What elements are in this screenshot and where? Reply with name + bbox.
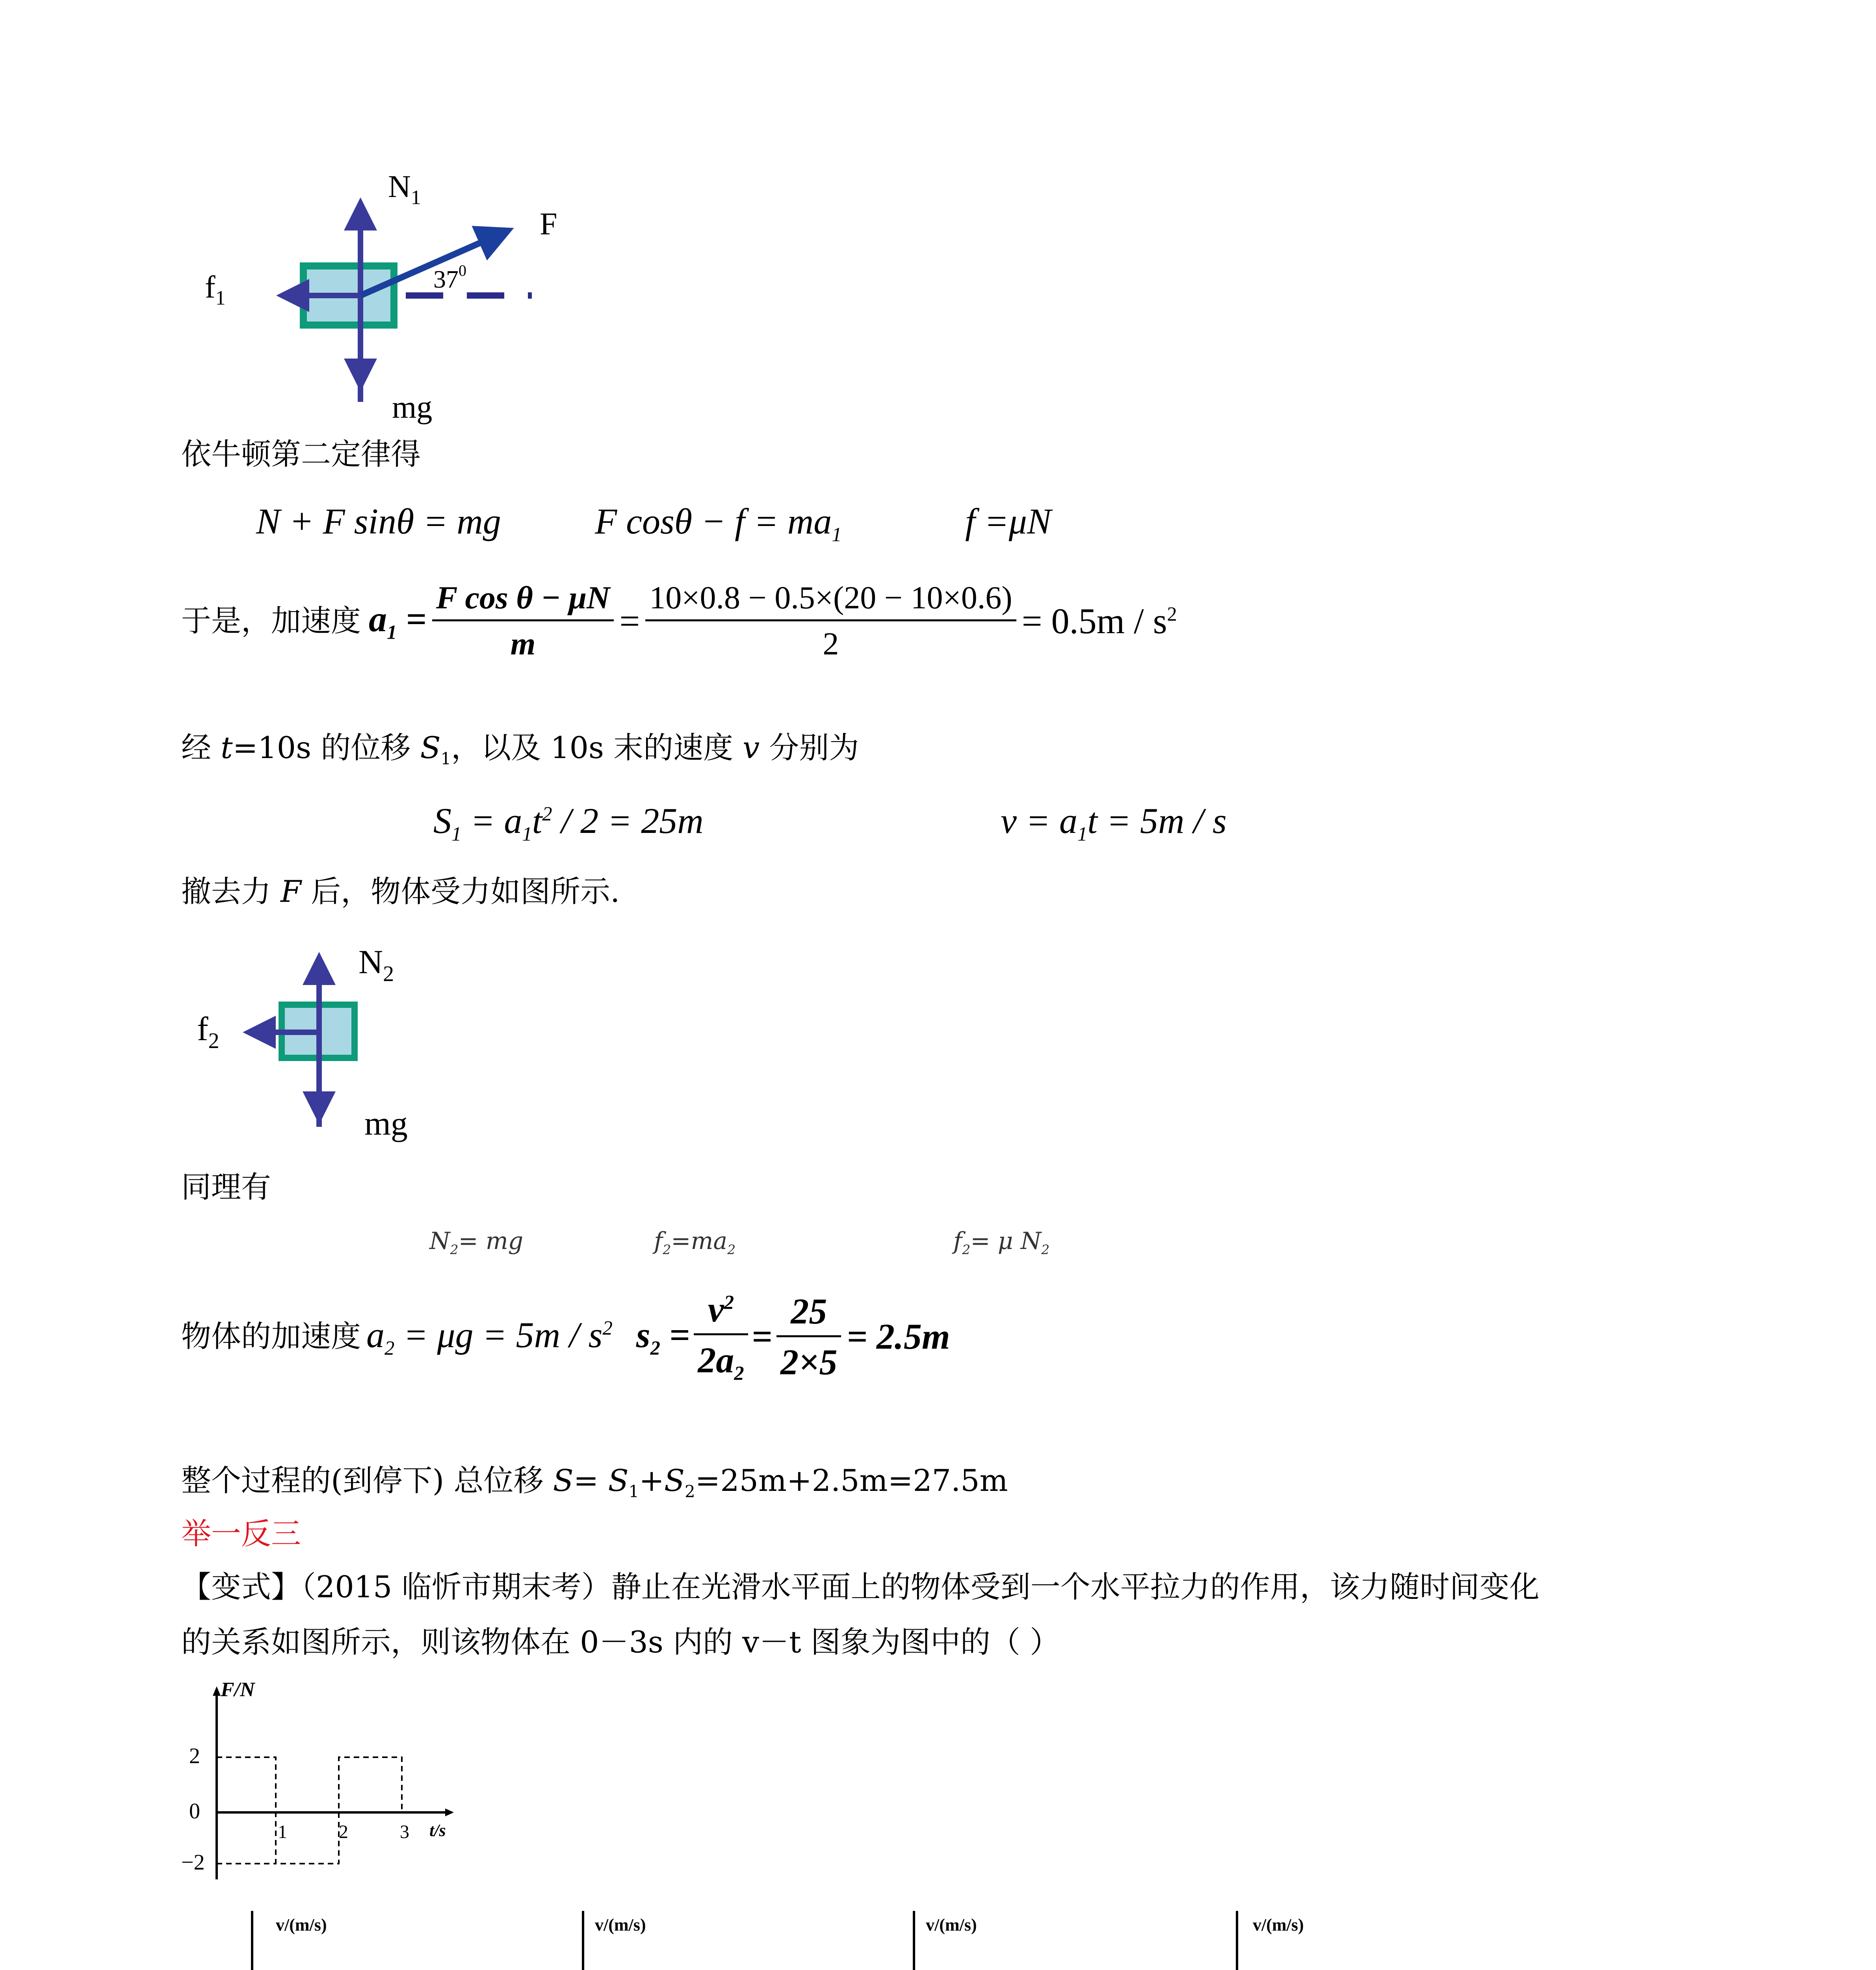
y-axis-label: F/N — [221, 1682, 255, 1701]
force-diagram-2 — [185, 938, 461, 1158]
equation-1b: F $\cos\theta - f = ma_1$ — [595, 501, 842, 546]
label-f1: $f_1$ — [205, 270, 226, 309]
svg-text:v/(m/s): v/(m/s) — [926, 1915, 977, 1935]
x-tick-3: 3 — [400, 1821, 409, 1842]
force-diagram-1 — [185, 165, 603, 426]
option-graph-b — [559, 1907, 796, 1970]
variant-line-1: 【变式】（2015 临忻市期末考）静止在光滑水平面上的物体受到一个水平拉力的作用，该力随时间变化 — [181, 1569, 1540, 1604]
text-newton: 依牛顿第二定律得 — [181, 437, 421, 472]
y-tick-2: 2 — [189, 1744, 200, 1768]
section-heading: 举一反三 — [181, 1516, 301, 1551]
y-tick-neg2: −2 — [181, 1850, 205, 1875]
equation-1a: N + F sinθ = mg — [256, 501, 501, 541]
force-time-graph — [173, 1682, 496, 1887]
label-f2: $f_2$ — [197, 1010, 219, 1053]
label-angle: $37^0$ — [433, 262, 466, 293]
equation-3c: $f_2= \mu$ $N_2$ — [953, 1227, 1050, 1257]
acceleration-label: 于是，加速度 — [181, 603, 361, 638]
equation-3a: $N_2=$ mg — [429, 1227, 524, 1257]
variant-line-2: 的关系如图所示，则该物体在 0－3s 内的 v－t 图象为图中的（ ） — [181, 1624, 1060, 1660]
y-tick-0: 0 — [189, 1799, 200, 1823]
label-mg: mg — [392, 390, 433, 425]
x-tick-2: 2 — [339, 1821, 348, 1842]
text-same: 同理有 — [181, 1169, 271, 1204]
svg-text:v/(m/s): v/(m/s) — [595, 1915, 646, 1935]
equation-1c: f =μN — [965, 501, 1051, 541]
text-displacement: 经 t=10s 的位移 $S_1$，以及 10s 末的速度 v 分别为 — [181, 730, 859, 769]
acceleration-line: 于是，加速度 $a_1$ = $\frac{\text{F cos θ − μN}}{m}$ = $\frac{10\times 0.8 - 0.5\times(20 - 10\times 0.6)}{2}$ = $0.5m / s^2$ — [181, 580, 1177, 662]
text-total-displacement: 整个过程的(到停下) 总位移 $S= S_1+S_2=25m+2.5m=27.5m$ — [181, 1463, 1008, 1502]
option-graph-a — [228, 1907, 496, 1970]
label-f: F — [540, 207, 557, 242]
option-graph-c — [890, 1907, 1135, 1970]
equation-2b: $v = a_1t = 5m / s$ — [1001, 801, 1227, 845]
option-graph-d — [1205, 1907, 1497, 1970]
x-tick-1: 1 — [278, 1821, 287, 1842]
svg-text:v/(m/s): v/(m/s) — [1253, 1915, 1304, 1935]
equation-3b: $f_2=ma_2$ — [654, 1227, 736, 1257]
x-axis-label: t/s — [429, 1821, 446, 1840]
acceleration-2-line: 物体的加速度 $a_2 = \mu g = 5m / s^2$ $s_2$ = $\frac{v^2}{2a_2}$ = $\frac{25}{2\times 5}$ = 2.5m — [181, 1289, 950, 1385]
label-n1: $N_1$ — [388, 169, 421, 209]
svg-text:v/(m/s): v/(m/s) — [276, 1915, 327, 1935]
text-remove-force: 撤去力 F 后，物体受力如图所示. — [181, 874, 620, 909]
force-step-line — [217, 1757, 402, 1864]
label-n2: $N_2$ — [358, 943, 394, 986]
label-mg: mg — [364, 1104, 408, 1142]
equation-2a: $S_1 = a_1t^2 / 2 = 25m$ — [433, 801, 704, 845]
